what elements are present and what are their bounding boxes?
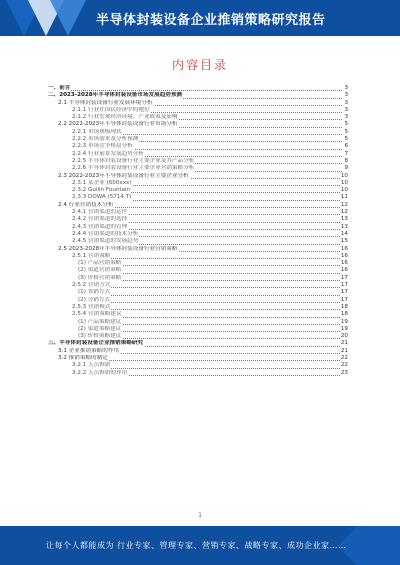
toc-entry-text: 2.3.3 DOWA (5714.T) xyxy=(72,194,132,201)
toc-entry-text: 2.2.5 半导体封装设备行业主要企业及其产品分析 xyxy=(72,157,195,164)
toc-entry-page: 10 xyxy=(340,179,348,186)
toc-entry[interactable] xyxy=(0,187,400,194)
toc-leader-dots xyxy=(72,309,348,310)
toc-entry-page: 23 xyxy=(340,369,348,376)
toc-entry-text: 3.1 企业推销策略的作用 xyxy=(58,347,120,354)
toc-entry[interactable] xyxy=(0,282,400,289)
toc-entry-page: 6 xyxy=(344,143,348,150)
toc-entry-page: 5 xyxy=(344,136,348,143)
toc-entry[interactable] xyxy=(0,319,400,326)
toc-entry[interactable] xyxy=(0,370,400,377)
toc-leader-dots xyxy=(78,302,348,303)
toc-entry-text: (2) 渠道营销策略 xyxy=(78,267,122,274)
toc-entry[interactable] xyxy=(0,260,400,267)
toc-entry-text: 2.4.1 营销渠道的运作 xyxy=(72,209,128,216)
toc-entry-page: 13 xyxy=(340,216,348,223)
toc-entry[interactable] xyxy=(0,326,400,333)
header-banner xyxy=(0,0,400,36)
footer-slogan: 让每个人都能成为 行业专家、管理专家、营销专家、战略专家、成功企业家…… xyxy=(46,541,347,550)
toc-entry[interactable] xyxy=(0,158,400,165)
toc-entry-text: 2.2.2 市场需求及分析预测 xyxy=(72,136,139,143)
toc-leader-dots xyxy=(78,295,348,296)
toc-entry[interactable] xyxy=(0,267,400,274)
toc-entry-page: 17 xyxy=(340,274,348,281)
toc-entry-page: 7 xyxy=(344,150,348,157)
toc-entry-text: (3) 价格策略建议 xyxy=(78,333,122,340)
toc-entry-text: 3.2.2 人员推销的作用 xyxy=(72,369,128,376)
toc-entry-page: 17 xyxy=(340,296,348,303)
toc-entry-page: 13 xyxy=(340,223,348,230)
toc-entry[interactable] xyxy=(0,92,400,99)
toc-entry-page: 18 xyxy=(340,303,348,310)
banner-decoration xyxy=(50,0,86,36)
toc-entry-text: 2.4.3 营销渠道的管理 xyxy=(72,223,128,230)
toc-entry-page: 19 xyxy=(340,318,348,325)
toc-entry-text: (1) 产品策略建议 xyxy=(78,318,122,325)
toc-entry-text: 3.2.1 人员推销 xyxy=(72,362,111,369)
toc-entry[interactable] xyxy=(0,362,400,369)
toc-heading: 内容目录 xyxy=(171,58,228,72)
toc-entry-text: 2.4.2 营销渠道的选择 xyxy=(72,216,128,223)
toc-entry-page: 3 xyxy=(344,106,348,113)
toc-entry[interactable] xyxy=(0,114,400,121)
toc-entry-text: 一、前言 xyxy=(48,85,71,91)
toc-entry-page: 22 xyxy=(340,354,348,361)
toc-entry[interactable] xyxy=(0,297,400,304)
toc-entry-page: 21 xyxy=(340,347,348,354)
toc-entry-text: (1) 产品营销策略 xyxy=(78,260,122,267)
table-of-contents xyxy=(0,85,400,377)
toc-entry[interactable] xyxy=(0,340,400,347)
toc-entry-page: 12 xyxy=(340,201,348,208)
toc-entry[interactable] xyxy=(0,107,400,114)
toc-entry[interactable] xyxy=(0,253,400,260)
toc-entry[interactable] xyxy=(0,238,400,245)
toc-entry-text: 2.3.1 某企业 (600xxx) xyxy=(72,179,132,186)
toc-entry-page: 20 xyxy=(340,333,348,340)
toc-entry-page: 12 xyxy=(340,209,348,216)
toc-entry-page: 22 xyxy=(340,362,348,369)
toc-entry[interactable] xyxy=(0,136,400,143)
toc-leader-dots xyxy=(72,287,348,288)
toc-leader-dots xyxy=(48,90,348,91)
toc-entry[interactable] xyxy=(0,85,400,92)
toc-entry[interactable] xyxy=(0,246,400,253)
toc-entry-text: 2.3.2 Guilin Fountain xyxy=(72,187,131,194)
toc-entry-page: 11 xyxy=(340,194,348,201)
toc-entry-page: 10 xyxy=(340,172,348,179)
toc-entry[interactable] xyxy=(0,180,400,187)
toc-entry-page: 9 xyxy=(344,165,348,172)
toc-entry-text: 2.4.5 营销渠道的发展趋势 xyxy=(72,238,139,245)
toc-entry-page: 16 xyxy=(340,245,348,252)
toc-entry[interactable] xyxy=(0,173,400,180)
toc-entry-page: 19 xyxy=(340,325,348,332)
toc-entry[interactable] xyxy=(0,311,400,318)
toc-entry-text: 2.4.4 营销渠道的技术分析 xyxy=(72,230,139,237)
toc-entry-page: 18 xyxy=(340,311,348,318)
toc-entry-text: 2.4 行业营销技术分析 xyxy=(58,201,114,208)
toc-entry-page: 17 xyxy=(340,289,348,296)
toc-entry[interactable] xyxy=(0,129,400,136)
toc-entry[interactable] xyxy=(0,216,400,223)
report-title: 半导体封装设备企业推销策略研究报告 xyxy=(96,13,326,28)
toc-entry-page: 17 xyxy=(340,282,348,289)
toc-entry-page: 16 xyxy=(340,260,348,267)
toc-entry[interactable] xyxy=(0,304,400,311)
toc-entry[interactable] xyxy=(0,202,400,209)
toc-entry[interactable] xyxy=(0,275,400,282)
toc-entry[interactable] xyxy=(0,333,400,340)
toc-entry-page: 5 xyxy=(344,121,348,128)
toc-entry-page: 10 xyxy=(340,187,348,194)
toc-entry[interactable] xyxy=(0,165,400,172)
toc-entry-text: (1) 直销方式 xyxy=(78,289,111,296)
toc-entry-page: 14 xyxy=(340,230,348,237)
toc-entry-text: 2.1 半导体封装设备行业发展环境分析 xyxy=(58,99,153,106)
toc-leader-dots xyxy=(72,258,348,259)
toc-entry-text: (2) 渠道策略建议 xyxy=(78,325,122,332)
toc-entry-text: 2.1.2 行业宏观经济环境、产业政策及影响 xyxy=(72,114,178,121)
toc-entry[interactable] xyxy=(0,151,400,158)
toc-entry-page: 3 xyxy=(344,114,348,121)
toc-entry[interactable] xyxy=(0,100,400,107)
toc-entry-page: 3 xyxy=(344,85,348,91)
toc-entry-page: 5 xyxy=(344,128,348,135)
toc-entry-text: 2.5.3 营销模式 xyxy=(72,303,111,310)
toc-entry-page: 16 xyxy=(340,267,348,274)
toc-entry-page: 15 xyxy=(340,238,348,245)
toc-entry-text: 2.3 2022-2023年半导体封装设备行业主要企业分析 xyxy=(58,172,189,179)
toc-entry[interactable] xyxy=(0,348,400,355)
toc-entry-page: 16 xyxy=(340,252,348,259)
toc-entry-page: 21 xyxy=(340,340,348,347)
toc-entry-page: 8 xyxy=(344,157,348,164)
toc-entry-text: 2.2.4 行业前景发展趋势分析 xyxy=(72,150,144,157)
toc-entry-text: 2.5 2023-2028年半导体封装设备行业营销策略 xyxy=(58,245,178,252)
toc-entry-text: 二、2023-2028年半导体封装设备市场发展趋势预测 xyxy=(48,92,183,99)
footer-banner xyxy=(0,526,400,565)
toc-entry-page: 3 xyxy=(344,92,348,99)
toc-entry[interactable] xyxy=(0,143,400,150)
page-number: 1 xyxy=(198,512,202,519)
toc-entry[interactable] xyxy=(0,224,400,231)
toc-entry[interactable] xyxy=(0,231,400,238)
toc-leader-dots xyxy=(72,368,348,369)
toc-entry-text: (2) 分销方式 xyxy=(78,296,111,303)
toc-entry-text: 3.2 推销策略的制定 xyxy=(58,354,108,361)
toc-entry-text: (3) 价格营销策略 xyxy=(78,274,122,281)
toc-entry-text: 2.2 2022-2023年半导体封装设备行业市场分析 xyxy=(58,121,178,128)
toc-entry[interactable] xyxy=(0,194,400,201)
toc-entry-text: 2.5.2 营销方式 xyxy=(72,282,111,289)
toc-entry[interactable] xyxy=(0,209,400,216)
toc-entry[interactable] xyxy=(0,289,400,296)
toc-entry-text: 2.5.4 营销策略建议 xyxy=(72,311,122,318)
toc-entry-page: 3 xyxy=(344,99,348,106)
toc-entry[interactable] xyxy=(0,121,400,128)
toc-entry-text: 2.2.6 半导体封装设备行业主要企业营销策略分析 xyxy=(72,165,195,172)
toc-entry-text: 2.1.1 行业在国民经济中的地位 xyxy=(72,106,150,113)
toc-entry[interactable] xyxy=(0,355,400,362)
toc-entry-text: 2.2.1 市场规模现状 xyxy=(72,128,122,135)
toc-entry-text: 2.2.3 市场竞争格局分析 xyxy=(72,143,133,150)
toc-entry-text: 2.5.1 营销策略 xyxy=(72,252,111,259)
toc-entry-text: 三、半导体封装设备企业推销策略研究 xyxy=(48,340,144,347)
